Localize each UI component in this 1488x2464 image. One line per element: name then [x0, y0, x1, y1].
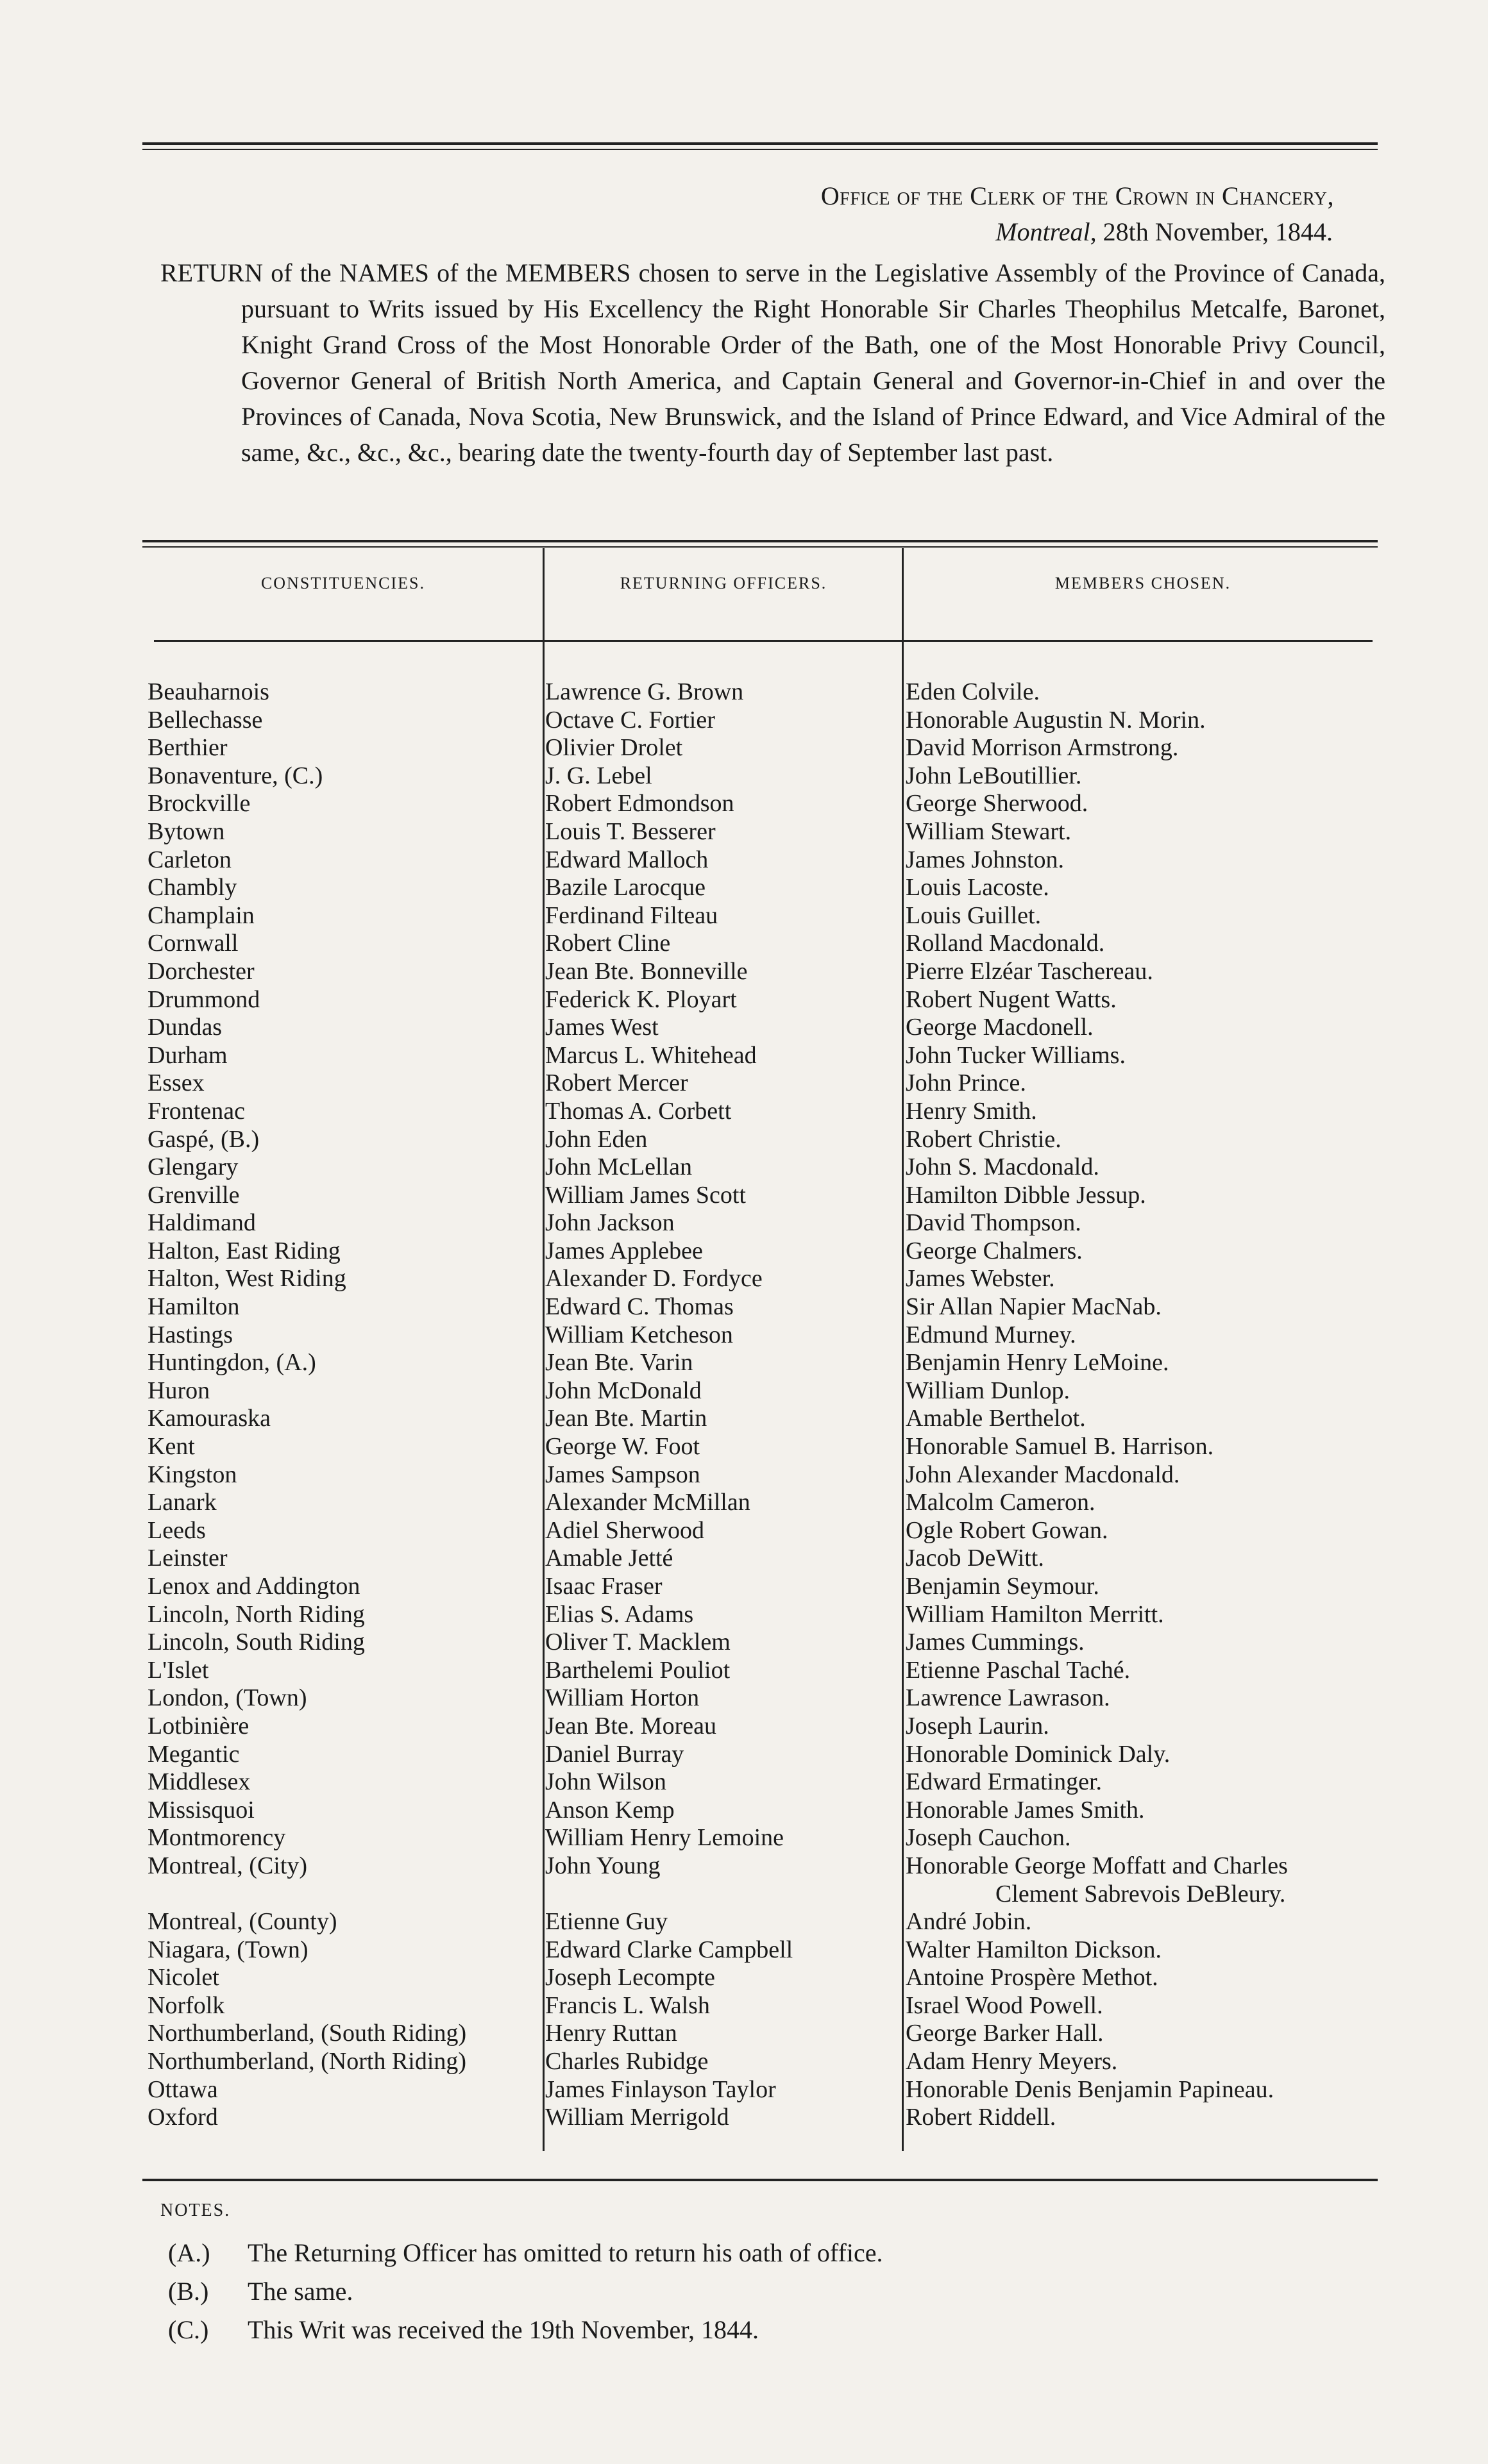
- returning-officer-cell: Olivier Drolet: [545, 734, 683, 762]
- date-value: 28th November, 1844.: [1103, 217, 1333, 246]
- table-row: [148, 1433, 1379, 1461]
- member-name: George Macdonell.: [906, 1014, 1094, 1041]
- table-row: [148, 1601, 1379, 1629]
- returning-officer-cell: Isaac Fraser: [545, 1573, 663, 1600]
- table-row: [148, 902, 1379, 930]
- constituency-cell: Bellechasse: [148, 706, 263, 733]
- table-row: [148, 1014, 1379, 1042]
- member-name: Robert Nugent Watts.: [906, 985, 1117, 1013]
- constituency-cell: Dorchester: [148, 957, 255, 985]
- member-cell: [906, 1992, 1380, 2020]
- member-cell: [906, 1069, 1380, 1098]
- constituency-cell: Essex: [148, 1069, 205, 1097]
- constituency-cell: Lincoln, South Riding: [148, 1629, 365, 1656]
- table-row: [148, 2020, 1379, 2048]
- member-name: John Tucker Williams.: [906, 1041, 1126, 1069]
- table-row: [148, 707, 1379, 735]
- returning-officer-cell: Thomas A. Corbett: [545, 1097, 732, 1125]
- table-row: [148, 1964, 1379, 1992]
- member-name: Adam Henry Meyers.: [906, 2047, 1118, 2075]
- member-name: George Barker Hall.: [906, 2020, 1104, 2047]
- member-cell: [906, 2104, 1380, 2132]
- returning-officer-cell: Etienne Guy: [545, 1907, 668, 1935]
- member-cell: [906, 1964, 1380, 1992]
- header-returning-officers: RETURNING OFFICERS.: [620, 574, 827, 592]
- member-name: Lawrence Lawrason.: [906, 1684, 1110, 1712]
- date-place: Montreal,: [995, 217, 1097, 246]
- constituency-cell: Montmorency: [148, 1824, 286, 1852]
- returning-officer-cell: Jean Bte. Martin: [545, 1405, 707, 1432]
- member-cell: [906, 958, 1380, 986]
- header-constituencies: CONSTITUENCIES.: [260, 574, 426, 592]
- member-cell: [906, 1908, 1380, 1936]
- member-name: Rolland Macdonald.: [906, 930, 1105, 957]
- member-name: Walter Hamilton Dickson.: [906, 1936, 1162, 1963]
- returning-officer-cell: Adiel Sherwood: [545, 1516, 705, 1544]
- member-name: James Cummings.: [906, 1629, 1085, 1656]
- member-name: André Jobin.: [906, 1907, 1032, 1935]
- constituency-cell: Huntingdon, (A.): [148, 1349, 316, 1377]
- note-text: This Writ was received the 19th November, 1844.: [248, 2315, 759, 2344]
- constituency-cell: Nicolet: [148, 1964, 219, 1991]
- constituency-cell: Huron: [148, 1377, 210, 1404]
- member-cell: [906, 1237, 1380, 1266]
- constituency-cell: Berthier: [148, 734, 228, 762]
- constituency-cell: Chambly: [148, 874, 237, 901]
- table-row: [148, 846, 1379, 875]
- member-cell: [906, 1209, 1380, 1237]
- returning-officer-cell: Barthelemi Pouliot: [545, 1656, 731, 1684]
- constituency-cell: Northumberland, (North Riding): [148, 2047, 467, 2075]
- member-cell: [906, 790, 1380, 818]
- member-name: David Morrison Armstrong.: [906, 734, 1179, 762]
- returning-officer-cell: J. G. Lebel: [545, 762, 652, 789]
- top-rule-thin: [142, 149, 1378, 150]
- member-cell: [906, 2076, 1380, 2104]
- table-row: [148, 1684, 1379, 1713]
- returning-officer-cell: Anson Kemp: [545, 1796, 675, 1823]
- member-name: Jacob DeWitt.: [906, 1545, 1044, 1572]
- member-name: Eden Colvile.: [906, 678, 1040, 705]
- table-row: [148, 2076, 1379, 2104]
- member-name: James Webster.: [906, 1265, 1055, 1293]
- returning-officer-cell: William Henry Lemoine: [545, 1824, 784, 1852]
- constituency-cell: Leinster: [148, 1545, 228, 1572]
- returning-officer-cell: William James Scott: [545, 1181, 746, 1209]
- table-row: [148, 1209, 1379, 1237]
- table-row: [148, 1126, 1379, 1154]
- constituency-cell: Lotbinière: [148, 1712, 249, 1739]
- returning-officer-cell: John Jackson: [545, 1209, 675, 1237]
- note-text: The same.: [248, 2277, 353, 2306]
- constituency-cell: Grenville: [148, 1181, 240, 1209]
- member-cell: [906, 1377, 1380, 1405]
- member-name: Hamilton Dibble Jessup.: [906, 1181, 1146, 1209]
- table-top-rule-thin: [142, 546, 1378, 548]
- constituency-cell: Leeds: [148, 1516, 206, 1544]
- table-row: [148, 1293, 1379, 1321]
- member-name: Honorable George Moffatt and Charles: [906, 1852, 1288, 1879]
- member-cell: [906, 1936, 1380, 1965]
- member-name: Edward Ermatinger.: [906, 1768, 1103, 1796]
- member-cell: [906, 1098, 1380, 1126]
- returning-officer-cell: Bazile Larocque: [545, 874, 706, 901]
- member-cell: [906, 1657, 1380, 1685]
- note-label: (C.): [168, 2315, 209, 2344]
- table-row: [148, 1797, 1379, 1825]
- member-cell: [906, 1629, 1380, 1657]
- member-name: John Prince.: [906, 1069, 1026, 1097]
- returning-officer-cell: John Eden: [545, 1125, 648, 1153]
- member-name: John Alexander Macdonald.: [906, 1461, 1180, 1488]
- member-cell: [906, 1713, 1380, 1741]
- member-cell: [906, 1126, 1380, 1154]
- table-row: [148, 1852, 1379, 1908]
- member-cell: [906, 1321, 1380, 1350]
- member-name: Louis Guillet.: [906, 901, 1042, 929]
- returning-officer-cell: George W. Foot: [545, 1433, 700, 1461]
- member-cell: [906, 1852, 1380, 1908]
- member-cell: [906, 1741, 1380, 1769]
- constituency-cell: Ottawa: [148, 2075, 218, 2103]
- table-row: [148, 1713, 1379, 1741]
- member-cell: [906, 1405, 1380, 1433]
- member-cell: [906, 1573, 1380, 1601]
- note-c: [168, 2315, 759, 2345]
- member-name: Louis Lacoste.: [906, 874, 1049, 901]
- returning-officer-cell: Federick K. Ployart: [545, 985, 737, 1013]
- returning-officer-cell: Alexander D. Fordyce: [545, 1265, 763, 1293]
- constituency-cell: L'Islet: [148, 1656, 209, 1684]
- member-cell: [906, 1014, 1380, 1042]
- constituency-cell: Megantic: [148, 1740, 240, 1768]
- table-row: [148, 1377, 1379, 1405]
- member-name: William Stewart.: [906, 817, 1072, 845]
- member-cell: [906, 1517, 1380, 1545]
- member-cell: [906, 1433, 1380, 1461]
- member-name: Ogle Robert Gowan.: [906, 1516, 1108, 1544]
- member-name: Honorable Denis Benjamin Papineau.: [906, 2075, 1274, 2103]
- member-name-continued: Clement Sabrevois DeBleury.: [995, 1880, 1286, 1907]
- member-name: John LeBoutillier.: [906, 762, 1082, 789]
- table-row: [148, 986, 1379, 1014]
- member-cell: [906, 734, 1380, 762]
- member-name: Honorable Dominick Daly.: [906, 1740, 1171, 1768]
- intro-text: RETURN of the NAMES of the MEMBERS chosen to serve in the Legislative Assembly of the Province of Canada, pursuant to Writs issued by His Excellency the Right Honorable Sir Charles Theophilus Metcalfe, Baronet, Knight Grand Cross of the Most Honorable Order of the Bath, one of the Most Honorable Privy Council, Governor General of British North America, and Captain General and Governor-in-Chief in and over the Provinces of Canada, Nova Scotia, New Brunswick, and the Island of Prince Edward, and Vice Admiral of the same, &c., &c., &c., bearing date the twenty-fourth day of September last past.: [160, 258, 1385, 467]
- member-name: James Johnston.: [906, 846, 1064, 873]
- member-cell: [906, 1601, 1380, 1629]
- returning-officer-cell: Edward Malloch: [545, 846, 709, 873]
- constituency-cell: Hastings: [148, 1321, 233, 1348]
- returning-officer-cell: Francis L. Walsh: [545, 1991, 710, 2019]
- table-row: [148, 1042, 1379, 1070]
- member-cell: [906, 874, 1380, 902]
- member-cell: [906, 1349, 1380, 1377]
- member-name: Henry Smith.: [906, 1097, 1037, 1125]
- constituency-cell: Glengary: [148, 1153, 239, 1181]
- table-row: [148, 1098, 1379, 1126]
- member-cell: [906, 707, 1380, 735]
- member-name: George Sherwood.: [906, 790, 1088, 817]
- member-name: George Chalmers.: [906, 1237, 1083, 1264]
- table-row: [148, 1517, 1379, 1545]
- table-row: [148, 1573, 1379, 1601]
- intro-paragraph: [160, 255, 1385, 471]
- table-row: [148, 2048, 1379, 2076]
- member-name: Robert Christie.: [906, 1125, 1061, 1153]
- table-row: [148, 1237, 1379, 1266]
- returning-officer-cell: Henry Ruttan: [545, 2020, 677, 2047]
- member-name: Malcolm Cameron.: [906, 1489, 1095, 1516]
- table-row: [148, 1657, 1379, 1685]
- constituency-cell: Norfolk: [148, 1991, 225, 2019]
- date-line: [718, 217, 1333, 247]
- member-name: Pierre Elzéar Taschereau.: [906, 957, 1153, 985]
- member-cell: [906, 1182, 1380, 1210]
- returning-officer-cell: Robert Mercer: [545, 1069, 688, 1097]
- constituency-cell: Beauharnois: [148, 678, 269, 705]
- member-name: Honorable Augustin N. Morin.: [906, 706, 1206, 733]
- member-name: Benjamin Seymour.: [906, 1573, 1099, 1600]
- returning-officer-cell: Ferdinand Filteau: [545, 901, 718, 929]
- table-row: [148, 1265, 1379, 1293]
- constituency-cell: Niagara, (Town): [148, 1936, 309, 1963]
- member-cell: [906, 1153, 1380, 1182]
- constituency-cell: Durham: [148, 1041, 228, 1069]
- returning-officer-cell: Robert Edmondson: [545, 790, 734, 817]
- member-cell: [906, 2020, 1380, 2048]
- constituency-cell: Bytown: [148, 817, 225, 845]
- constituency-cell: Champlain: [148, 901, 255, 929]
- member-name: Benjamin Henry LeMoine.: [906, 1349, 1169, 1377]
- constituency-cell: Frontenac: [148, 1097, 245, 1125]
- table-row: [148, 958, 1379, 986]
- table-top-rule: [142, 540, 1378, 542]
- table-row: [148, 2104, 1379, 2132]
- returning-officer-cell: Jean Bte. Bonneville: [545, 957, 748, 985]
- constituency-cell: Dundas: [148, 1014, 223, 1041]
- table-row: [148, 790, 1379, 818]
- member-cell: [906, 930, 1380, 958]
- returning-officer-cell: Elias S. Adams: [545, 1600, 694, 1628]
- constituency-cell: Kingston: [148, 1461, 237, 1488]
- member-cell: [906, 1265, 1380, 1293]
- constituency-cell: Carleton: [148, 846, 232, 873]
- constituency-cell: Bonaventure, (C.): [148, 762, 323, 789]
- returning-officer-cell: John Wilson: [545, 1768, 666, 1796]
- constituency-cell: Lincoln, North Riding: [148, 1600, 365, 1628]
- member-cell: [906, 1293, 1380, 1321]
- member-name: Joseph Laurin.: [906, 1712, 1049, 1739]
- member-cell: [906, 1545, 1380, 1573]
- table-row: [148, 1992, 1379, 2020]
- table-row: [148, 1349, 1379, 1377]
- returning-officer-cell: Alexander McMillan: [545, 1489, 750, 1516]
- returning-officer-cell: John Young: [545, 1852, 661, 1879]
- returning-officer-cell: Louis T. Besserer: [545, 817, 716, 845]
- returning-officer-cell: William Horton: [545, 1684, 700, 1712]
- notes-title: NOTES.: [160, 2200, 231, 2220]
- constituency-cell: Cornwall: [148, 930, 239, 957]
- member-name: Robert Riddell.: [906, 2104, 1056, 2131]
- member-cell: [906, 1824, 1380, 1852]
- constituency-cell: Northumberland, (South Riding): [148, 2020, 467, 2047]
- constituency-cell: Hamilton: [148, 1293, 240, 1321]
- constituency-cell: Gaspé, (B.): [148, 1125, 260, 1153]
- returning-officer-cell: John McLellan: [545, 1153, 693, 1181]
- member-cell: [906, 1042, 1380, 1070]
- returning-officer-cell: John McDonald: [545, 1377, 702, 1404]
- table-row: [148, 1069, 1379, 1098]
- returning-officer-cell: William Ketcheson: [545, 1321, 733, 1348]
- constituency-cell: Drummond: [148, 985, 260, 1013]
- member-cell: [906, 678, 1380, 707]
- returning-officer-cell: Edward Clarke Campbell: [545, 1936, 793, 1963]
- table-row: [148, 1936, 1379, 1965]
- table-row: [148, 1489, 1379, 1517]
- header-members-chosen: MEMBERS CHOSEN.: [1054, 574, 1231, 592]
- returning-officer-cell: Daniel Burray: [545, 1740, 684, 1768]
- member-name: Edmund Murney.: [906, 1321, 1076, 1348]
- returning-officer-cell: Jean Bte. Varin: [545, 1349, 693, 1377]
- returning-officer-cell: Amable Jetté: [545, 1545, 673, 1572]
- member-cell: [906, 818, 1380, 846]
- table-row: [148, 1182, 1379, 1210]
- constituency-cell: Halton, West Riding: [148, 1265, 346, 1293]
- constituency-cell: Missisquoi: [148, 1796, 255, 1823]
- returning-officer-cell: Octave C. Fortier: [545, 706, 715, 733]
- returning-officer-cell: James Applebee: [545, 1237, 703, 1264]
- member-cell: [906, 1684, 1380, 1713]
- table-row: [148, 1824, 1379, 1852]
- member-cell: [906, 846, 1380, 875]
- member-name: Antoine Prospère Methot.: [906, 1964, 1158, 1991]
- member-name: Honorable James Smith.: [906, 1796, 1145, 1823]
- member-name: Sir Allan Napier MacNab.: [906, 1293, 1162, 1321]
- returning-officer-cell: Oliver T. Macklem: [545, 1629, 731, 1656]
- table-row: [148, 762, 1379, 791]
- member-name: Israel Wood Powell.: [906, 1991, 1103, 2019]
- member-name: Amable Berthelot.: [906, 1405, 1086, 1432]
- member-name: William Dunlop.: [906, 1377, 1070, 1404]
- bottom-rule: [142, 2179, 1378, 2181]
- table-row: [148, 1545, 1379, 1573]
- header-bottom-rule: [154, 640, 1373, 642]
- returning-officer-cell: Robert Cline: [545, 930, 671, 957]
- returning-officer-cell: Charles Rubidge: [545, 2047, 709, 2075]
- note-label: (A.): [168, 2238, 210, 2267]
- constituency-cell: Brockville: [148, 790, 251, 817]
- member-name: Honorable Samuel B. Harrison.: [906, 1433, 1214, 1461]
- returning-officer-cell: James Sampson: [545, 1461, 700, 1488]
- table-row: [148, 1321, 1379, 1350]
- constituency-cell: Middlesex: [148, 1768, 251, 1796]
- member-name: William Hamilton Merritt.: [906, 1600, 1164, 1628]
- table-row: [148, 1153, 1379, 1182]
- top-rule: [142, 142, 1378, 145]
- table-row: [148, 1405, 1379, 1433]
- member-name: Etienne Paschal Taché.: [906, 1656, 1131, 1684]
- table-row: [148, 818, 1379, 846]
- note-a: [168, 2238, 883, 2268]
- constituency-cell: Montreal, (City): [148, 1852, 308, 1879]
- table-row: [148, 1908, 1379, 1936]
- constituency-cell: Halton, East Riding: [148, 1237, 341, 1264]
- returning-officer-cell: Lawrence G. Brown: [545, 678, 744, 705]
- constituency-cell: Lanark: [148, 1489, 217, 1516]
- member-cell: [906, 1797, 1380, 1825]
- returning-officer-cell: Marcus L. Whitehead: [545, 1041, 757, 1069]
- returning-officer-cell: Jean Bte. Moreau: [545, 1712, 716, 1739]
- returning-officer-cell: Edward C. Thomas: [545, 1293, 734, 1321]
- constituency-cell: Oxford: [148, 2104, 218, 2131]
- note-label: (B.): [168, 2277, 209, 2306]
- table-row: [148, 734, 1379, 762]
- table-row: [148, 1629, 1379, 1657]
- member-name: David Thompson.: [906, 1209, 1081, 1237]
- table-row: [148, 874, 1379, 902]
- table-row: [148, 1768, 1379, 1797]
- member-cell: [906, 1461, 1380, 1489]
- office-heading: Office of the Clerk of the Crown in Chancery,: [820, 181, 1334, 210]
- returning-officer-cell: James West: [545, 1014, 659, 1041]
- member-cell: [906, 1489, 1380, 1517]
- constituency-cell: Montreal, (County): [148, 1907, 337, 1935]
- members-table: [148, 678, 1379, 2132]
- member-cell: [906, 762, 1380, 791]
- member-name: Joseph Cauchon.: [906, 1824, 1071, 1852]
- member-cell: [906, 2048, 1380, 2076]
- constituency-cell: Lenox and Addington: [148, 1573, 360, 1600]
- member-cell: [906, 986, 1380, 1014]
- table-row: [148, 930, 1379, 958]
- table-row: [148, 1461, 1379, 1489]
- table-row: [148, 1741, 1379, 1769]
- member-cell: [906, 1768, 1380, 1797]
- returning-officer-cell: William Merrigold: [545, 2104, 729, 2131]
- table-row: [148, 678, 1379, 707]
- note-text: The Returning Officer has omitted to return his oath of office.: [248, 2238, 883, 2267]
- note-b: [168, 2276, 353, 2306]
- constituency-cell: London, (Town): [148, 1684, 307, 1712]
- member-cell: [906, 902, 1380, 930]
- constituency-cell: Haldimand: [148, 1209, 256, 1237]
- member-name: John S. Macdonald.: [906, 1153, 1099, 1181]
- returning-officer-cell: Joseph Lecompte: [545, 1964, 715, 1991]
- constituency-cell: Kamouraska: [148, 1405, 271, 1432]
- constituency-cell: Kent: [148, 1433, 195, 1461]
- returning-officer-cell: James Finlayson Taylor: [545, 2075, 776, 2103]
